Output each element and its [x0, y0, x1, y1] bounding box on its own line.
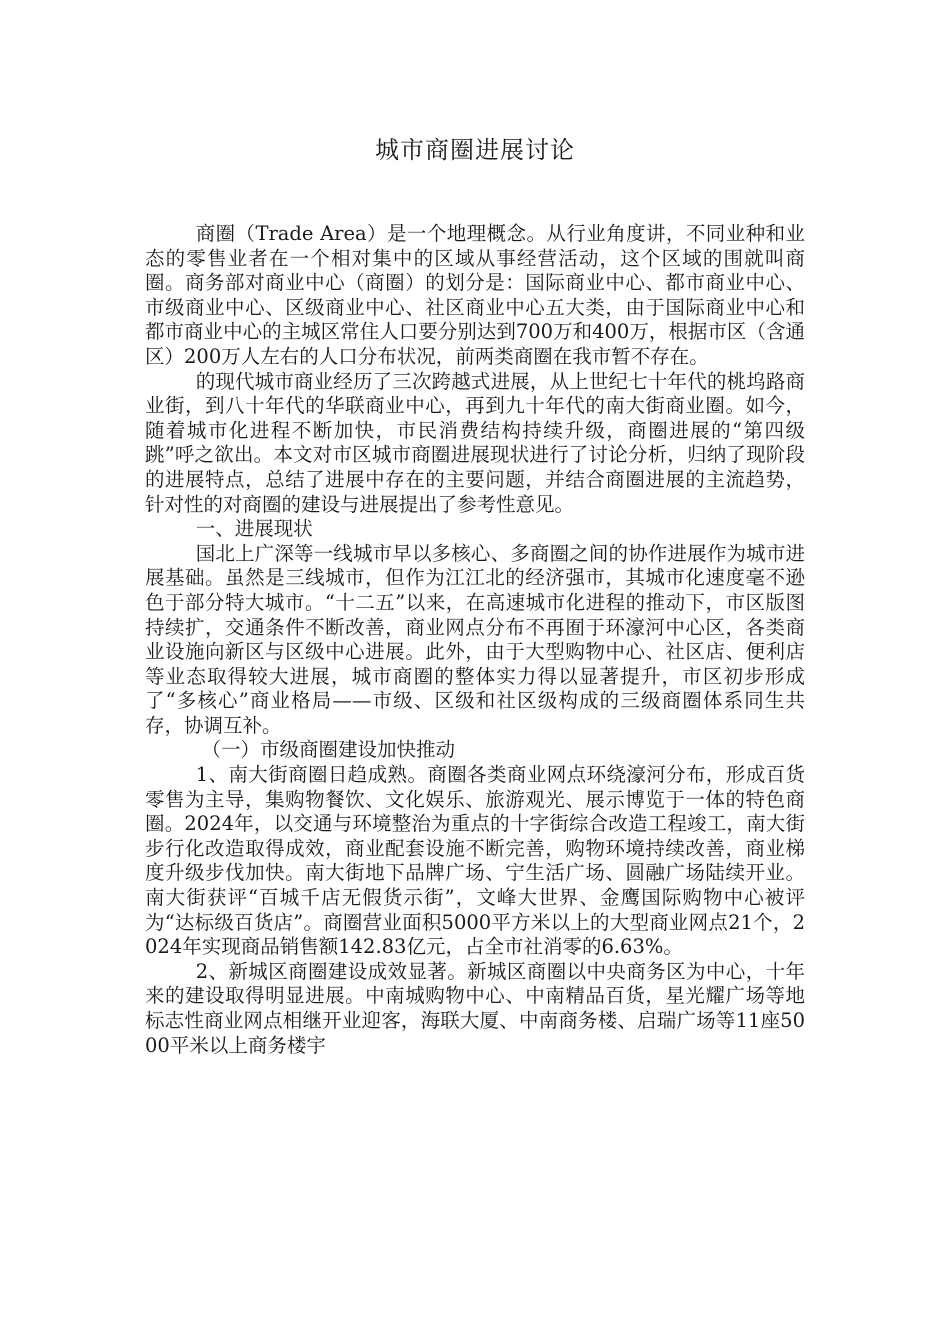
paragraph-history: 的现代城市商业经历了三次跨越式进展，从上世纪七十年代的桃坞路商业街，到八十年代的华联商业中心，再到九十年代的南大街商业圈。如今，随着城市化进程不断加快，市民消费结构持续升级，商圈进展的“第四级跳”呼之欲出。本文对市区城市商圈进展现状进行了讨论分析，归纳了现阶段的进展特点，总结了进展中存在的主要问题，并结合商圈进展的主流趋势，针对性的对商圈的建设与进展提出了参考性意见。	[145, 369, 805, 516]
document-body	[145, 222, 805, 1058]
paragraph-new-district: 2、新城区商圈建设成效显著。新城区商圈以中央商务区为中心，十年来的建设取得明显进展。中南城购物中心、中南精品百货，星光耀广场等地标志性商业网点相继开业迎客，海联大厦、中南商务楼、启瑞广场等11座5000平米以上商务楼宇	[145, 959, 805, 1057]
document-title: 城市商圈进展讨论	[375, 136, 575, 164]
subsection-heading-city-level: （一）市级商圈建设加快推动	[201, 738, 456, 762]
paragraph-intro: 商圈（Trade Area）是一个地理概念。从行业角度讲，不同业种和业态的零售业者在一个相对集中的区域从事经营活动，这个区域的围就叫商圈。商务部对商业中心（商圈）的划分是：国际商业中心、都市商业中心、市级商业中心、区级商业中心、社区商业中心五大类，由于国际商业中心和都市商业中心的主城区常住人口要分别达到700万和400万，根据市区（含通区）200万人左右的人口分布状况，前两类商圈在我市暂不存在。	[145, 222, 805, 368]
paragraph-nandajie: 1、南大街商圈日趋成熟。商圈各类商业网点环绕濠河分布，形成百货零售为主导，集购物餐饮、文化娱乐、旅游观光、展示博览于一体的特色商圈。2024年，以交通与环境整治为重点的十字街综合改造工程竣工，南大街步行化改造取得成效，商业配套设施不断完善，购物环境持续改善，商业梯度升级步伐加快。南大街地下品牌广场、宁生活广场、圆融广场陆续开业。南大街获评“百城千店无假货示街”，文峰大世界、金鹰国际购物中心被评为“达标级百货店”。商圈营业面积5000平方米以上的大型商业网点21个，2024年实现商品销售额142.83亿元，占全市社消零的6.63%。	[145, 763, 805, 959]
section-heading-status: 一、进展现状	[195, 517, 313, 541]
paragraph-status: 国北上广深等一线城市早以多核心、多商圈之间的协作进展作为城市进展基础。虽然是三线城市，但作为江江北的经济强市，其城市化速度毫不逊色于部分特大城市。“十二五”以来，在高速城市化进程的推动下，市区版图持续扩，交通条件不断改善，商业网点分布不再囿于环濠河中心区，各类商业设施向新区与区级中心进展。此外，由于大型购物中心、社区店、便利店等业态取得较大进展，城市商圈的整体实力得以显著提升，市区初步形成了“多核心”商业格局——市级、区级和社区级构成的三级商圈体系同生共存，协调互补。	[145, 541, 805, 737]
